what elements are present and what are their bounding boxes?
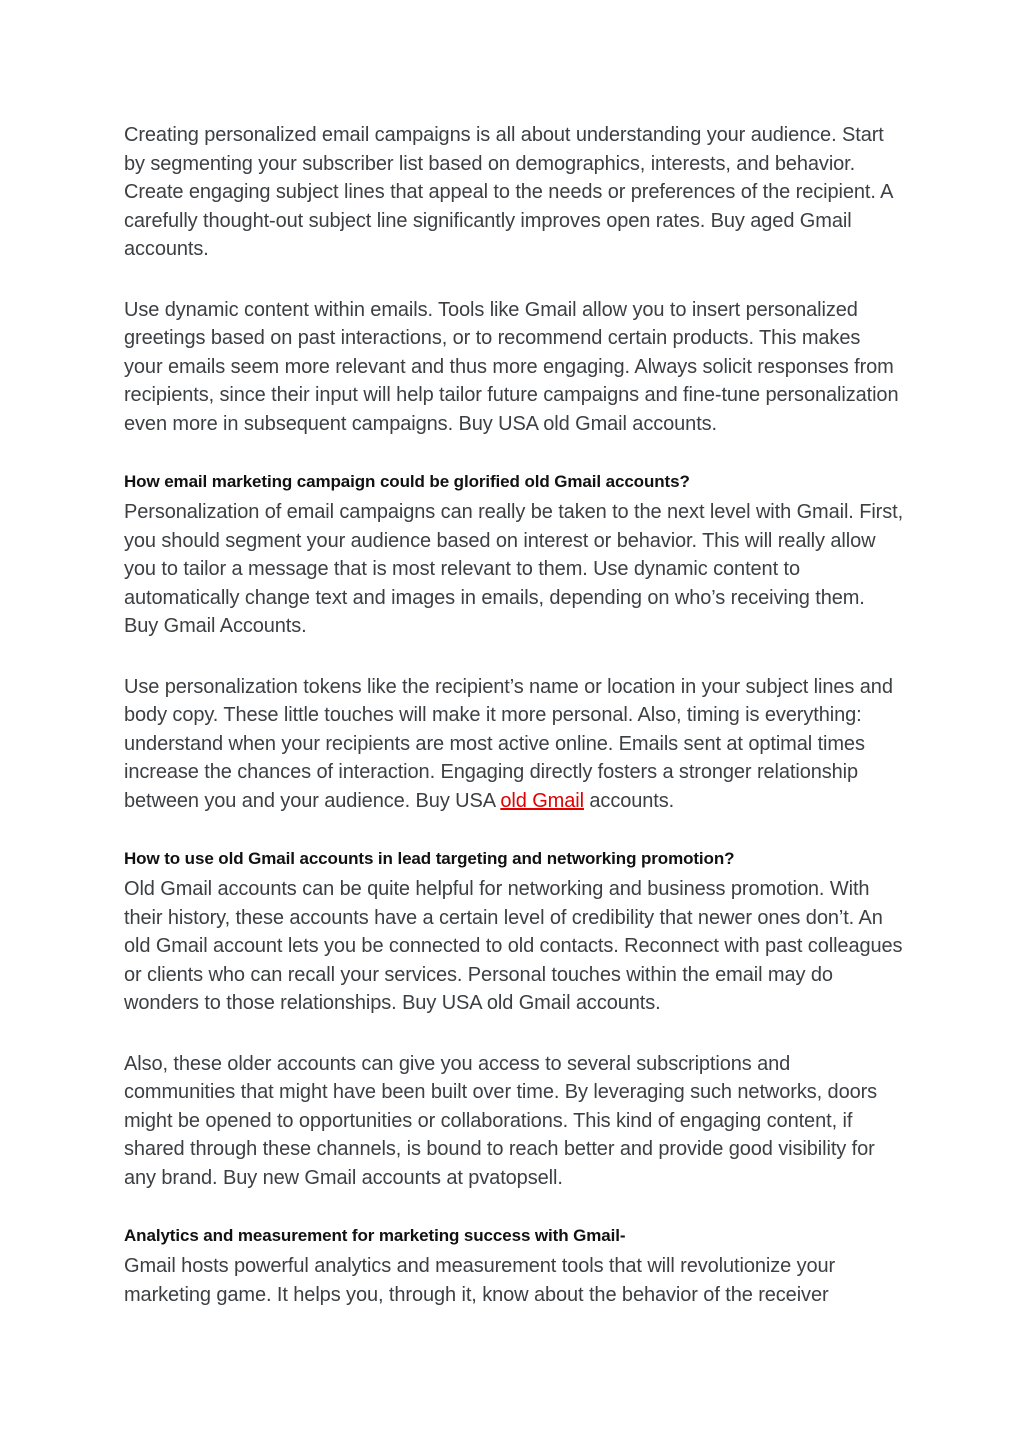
paragraph-personalized-campaigns: Creating personalized email campaigns is all about understanding your audience. Start by segmenting your subscriber list based on demographics, interests, and behavior. Create engaging subject lines that appeal to the needs or preferences of the recipient. A carefully thought-out subject line significantly improves open rates. Buy aged Gmail accounts. [124,124,893,260]
heading-email-campaign: How email marketing campaign could be glorified old Gmail accounts? [124,472,690,491]
heading-analytics: Analytics and measurement for marketing success with Gmail- [124,1226,626,1245]
paragraph-analytics-tools: Gmail hosts powerful analytics and measurement tools that will revolutionize your marketing game. It helps you, through it, know about the behavior of the receiver [124,1255,836,1306]
paragraph-text-after-link: accounts. [583,789,675,812]
heading-lead-targeting: How to use old Gmail accounts in lead targeting and networking promotion? [124,849,735,868]
old-gmail-link[interactable]: old Gmail [500,789,584,812]
paragraph-dynamic-content: Use dynamic content within emails. Tools like Gmail allow you to insert personalized greetings based on past interactions, or to recommend certain products. This makes your emails seem more relevant and thus more engaging. Always solicit responses from recipients, since their input will help tailor future campaigns and fine-tune personalization even more in subsequent campaigns. Buy USA old Gmail accounts. [124,298,899,435]
paragraph-networking-promotion: Old Gmail accounts can be quite helpful for networking and business promotion. With their history, these accounts have a certain level of credibility that newer ones don’t. An old Gmail account lets you be connected to old contacts. Reconnect with past colleagues or clients who can recall your services. Personal touches within the email may do wonders to those relationships. Buy USA old Gmail accounts. [124,878,903,1014]
paragraph-text-before-link: Use personalization tokens like the recipient’s name or location in your subject lines and body copy. These little touches will make it more personal. Also, timing is everything: understand when your recipients are most active online. Emails sent at optimal times increase the chances of interaction. Engaging directly fosters a stronger relationship between you and your audience. Buy USA [124,675,893,812]
paragraph-personalization-tokens [124,673,904,816]
paragraph-personalization-next-level: Personalization of email campaigns can really be taken to the next level with Gmail. First, you should segment your audience based on interest or behavior. This will really allow you to tailor a message that is most relevant to them. Use dynamic content to automatically change text and images in emails, depending on who’s receiving them. Buy Gmail Accounts. [124,501,904,637]
paragraph-older-accounts-access: Also, these older accounts can give you access to several subscriptions and communities that might have been built over time. By leveraging such networks, doors might be opened to opportunities or collaborations. This kind of engaging content, if shared through these channels, is bound to reach better and provide good visibility for any brand. Buy new Gmail accounts at pvatopsell. [124,1052,878,1189]
document-page [124,121,904,1341]
